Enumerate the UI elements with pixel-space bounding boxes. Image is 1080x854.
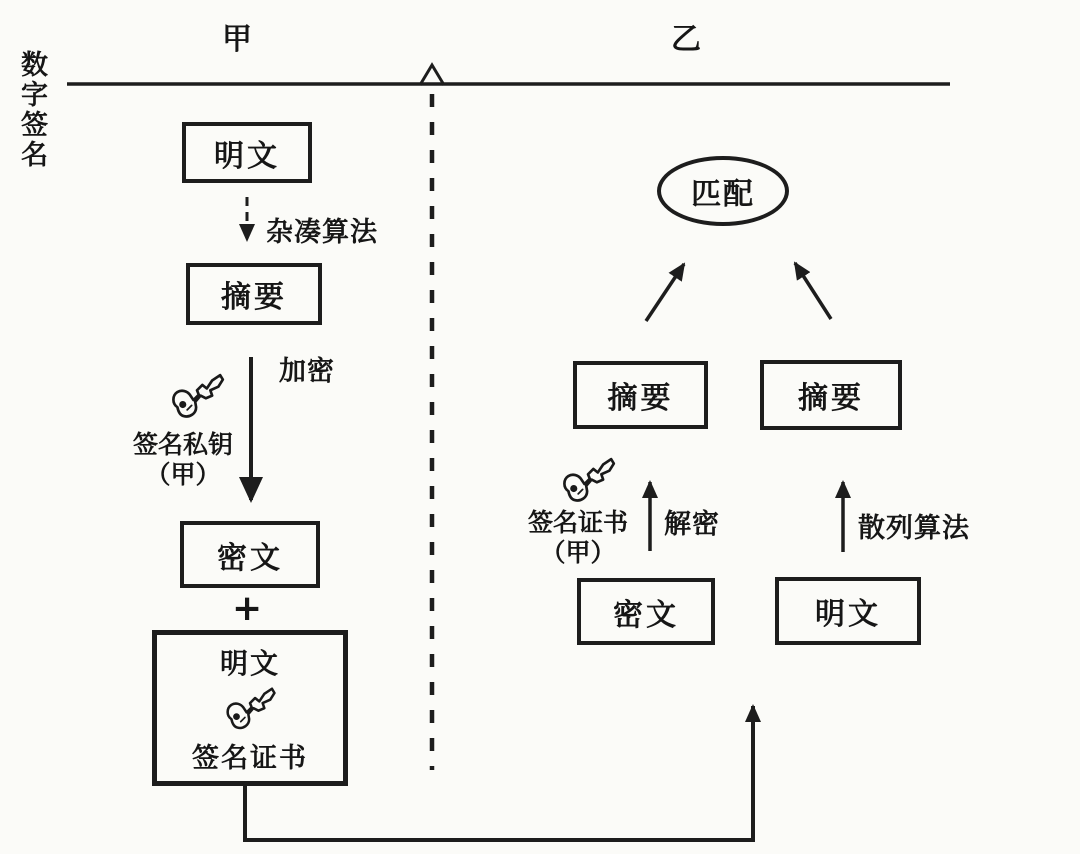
box-digest-receiver-right (760, 360, 902, 430)
box-ciphertext-receiver-label: 密文 (613, 597, 679, 633)
signing-certificate-caption-line1: 签名证书 (527, 508, 628, 537)
signing-private-key-caption-line1: 签名私钥 (132, 430, 233, 459)
plus-sign: + (232, 588, 263, 629)
encrypt-label: 加密 (279, 356, 335, 387)
signing-certificate-caption-line2: （甲） (540, 537, 616, 567)
arrow-digest-right-to-match (795, 263, 831, 319)
diagram-title-vertical: 数字签名 (16, 50, 47, 170)
box-plaintext-receiver (775, 577, 921, 645)
decrypt-label: 解密 (664, 509, 720, 540)
arrow-digest-left-to-match (646, 264, 684, 321)
box-digest-receiver-right-label: 摘要 (798, 381, 864, 416)
box-bundle-sender (152, 630, 348, 786)
box-plaintext-receiver-label: 明文 (815, 597, 881, 632)
key-icon (173, 375, 222, 416)
box-ciphertext-sender (180, 521, 320, 588)
key-icon (564, 459, 613, 500)
box-digest-sender (186, 263, 322, 325)
hash-algorithm-label-receiver: 散列算法 (858, 513, 970, 544)
box-digest-receiver-left (573, 361, 708, 429)
signing-private-key-caption-line2: （甲） (145, 459, 221, 489)
box-ciphertext-receiver (577, 578, 715, 645)
key-icon (218, 682, 282, 736)
signing-certificate-caption (515, 508, 641, 567)
box-digest-receiver-left-label: 摘要 (607, 381, 674, 416)
bundle-certificate-label: 签名证书 (192, 743, 308, 774)
box-digest-sender-label: 摘要 (221, 280, 287, 315)
ellipse-match-label: 匹配 (691, 177, 755, 212)
lane-header-party-a: 甲 (222, 22, 252, 57)
lane-header-party-b: 乙 (671, 22, 701, 57)
box-plaintext-sender (182, 122, 312, 183)
hash-algorithm-label-sender: 杂凑算法 (266, 217, 378, 248)
bundle-plaintext-label: 明文 (219, 647, 280, 680)
signing-private-key-caption (118, 430, 248, 489)
box-ciphertext-sender-label: 密文 (217, 540, 283, 576)
ellipse-match (657, 156, 789, 226)
divider-junction-peak (420, 65, 444, 85)
box-plaintext-sender-label: 明文 (214, 138, 280, 174)
